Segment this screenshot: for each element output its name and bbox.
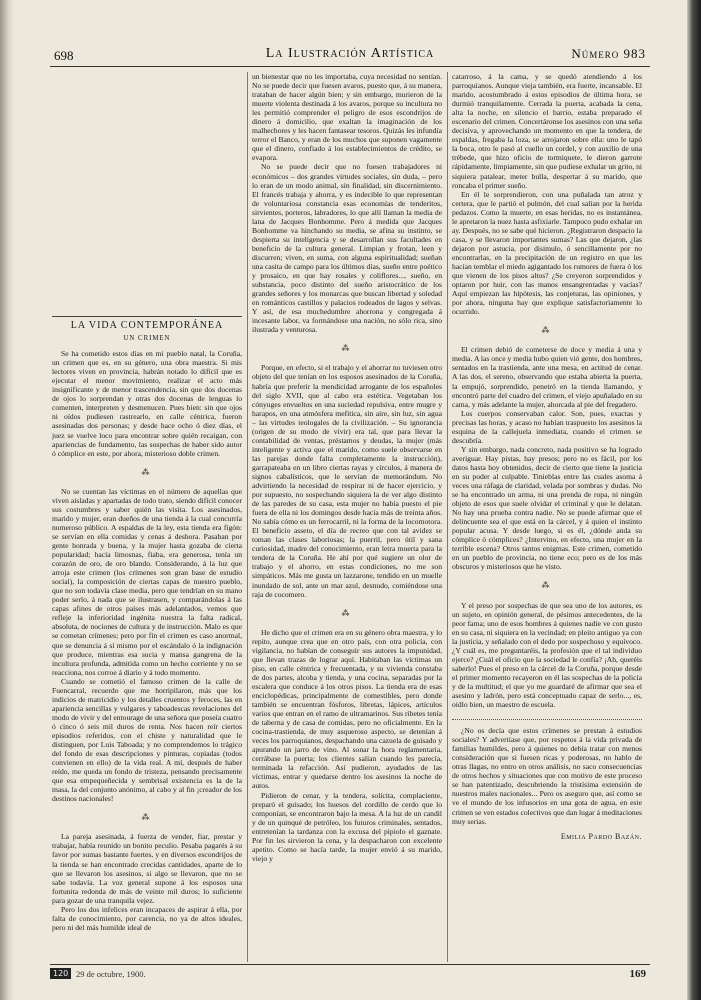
column-1 (52, 72, 242, 970)
page-number: 698 (54, 48, 74, 63)
paragraph: He dicho que el crimen era en su género obra maestra, y lo repito, aunque crea que en otro país, con otra policía, con vigilancia, no habían de conseguir sus autores la impunidad, que llevan trazas de lograr aquí. Habitaban las víctimas un piso, en calle céntrica y frecuentada, y su vivienda constaba de dos partes, alcoba y tienda, y una cocina, separadas por la escalera que conduce á los otros pisos. La tienda era de esas enciclopédicas, principalmente de comestibles, pero donde también se encuentran fósforos, libretas, lápices, artículos varios que entran en el ramo de ultramarinos. Sus ribetes tenía de taberna y de casa de comidas, pero no oficialmente. En la cocina-trastienda, de muy asqueroso aspecto, se detenían á veces los parroquianos, despachando una cazuela de guisado y apurando un jarro de vino. Al sonar la hora reglamentaria, cerrábase la puerta; los clientes salían cuando les parecía, terminada la refacción. Así pudieron, ayudados de las víctimas, entrar y quedarse dentro los asesinos la noche de autos. (252, 627, 442, 791)
header-rule (50, 66, 650, 67)
ornament-icon: ⁂ (341, 608, 353, 618)
ornament-icon: ⁂ (541, 581, 553, 591)
article-title: LA VIDA CONTEMPORÁNEA (70, 320, 224, 331)
column-divider (447, 72, 448, 962)
library-tag: 120 (50, 968, 71, 979)
column-1-blank (52, 72, 242, 308)
article-rule (52, 316, 242, 317)
paragraph: Pidieron de cenar, y la tendera, solícita, complaciente, preparó el guisado; los huesos del cordillo de cerdo que lo componían, se encontraron bajo la mesa. A la luz de un candil y de un quinqué de petróleo, los futuros criminales, sentados, entretenían la tardanza con la excusa del pipiolo el gaznate. Por fin les sirvieron la cena, y la despacharon con excelente apetito. Como se hacía tarde, la mujer envió á su marido, viejo y (252, 790, 442, 863)
paragraph: un bienestar que no les importaba, cuya necesidad no sentían. No se puede decir que fuesen avaros, puesto que, á su manera, trataban de hacer algún bien; y sin embargo, murieron de la muerte violenta destinada á los avaros, porque su incultura no les permitió comprender el peligro de esos escondrijos de dinero á domicilio, que exaltan la imaginación de los malhechores y les hacen fantasear tesoros. Quizás les infundía terror el Banco, y eran de los muchos que suponen vagamente que el dinero, confiado á los establecimientos de crédito, se evapora. (252, 72, 442, 163)
paragraph: Los cuerpos conservaban calor. Son, pues, exactas y precisas las horas, y acaso no habían traspuesto los asesinos la esquina de la callejuela inmediata, cuando el crimen se descubría. (452, 408, 642, 445)
paragraph: Cuando se cometió el famoso crimen de la calle de Fuencarral, recuerdo que me horripilaron, más que los indicios de matricidio y los detalles cruentos y feroces, las en apariencia sencillas y vulgares y taboadescas revelaciones del modo de vivir y del entourage de una señora que poseía cuatro ó cinco ó seis mil duros de renta. Nos hacen reír ciertos episodios referidos, con el chiste y naturalidad que le distinguen, por Luis Taboada; y no comprendemos lo trágico del fondo de esas descripciones y pinturas, copiadas (todos convienen en ello) de la vida real. A mí, después de haber reído, me queda un fondo de tristeza, pensando precisamente que esa empequeñecida y sembrisal existencia es la de la masa, la del conjunto anónimo, al cabo y al fin ¡creador de los destinos nacionales! (52, 676, 242, 804)
paragraph: No se cuentan las víctimas en el número de aquellas que viven aisladas y apartadas de todo trato, siendo difícil conocer sus costumbres y saber quién las visita. Los asesinados, marido y mujer, eran dueños de una tienda á la cual concurría numeroso público. A espaldas de la ley, esta tienda era figón: se servían en ella comidas y cenas á deshora. Pasaban por gente honrada y buena, y la mujer hasta gozaba de cierta popularidad; hacía limosnas, fiaba, era generosa, tenía un corazón de oro, de oro blando. Considerando, á la luz que arroja este crimen (los crímenes son gran base de estudio social), la composición de ciertas capas de nuestro pueblo, que no son todavía clase media, pero que tendrían en su mano poder serlo, á nada que se ilustrasen, y comparándolas á las capas afines de otros países más adelantados, vemos que refleje la inferioridad ingénita nuestra la falta radical, absoluta, de nociones de cultura y de instrucción. Malo es que se cometan crímenes; pero por fin el crimen es caso anormal, que se denuncia á sí mismo por el escándalo ó la indignación que produce, mientras esa sucia y mansa gangrena de la incultura profunda, admitida como un hecho corriente y no se reacciona, nos corroe á diario y á todo momento. (52, 486, 242, 677)
article-subtitle: UN CRIMEN (123, 335, 171, 343)
paragraph: ¿No os decía que estos crímenes se prestan á estudios sociales? Y advertíase que, por respetos á la vida privada de familias humildes, pero á quienes no debía tratar con menos consideración que si fuesen ricas y poderosas, no hablo de otras llagas, no entro en otros análisis, no saco consecuencias de otros hechos y situaciones que con motivo de este proceso se han patentizado, descubriendo la tristísima extensión de nuestros males nacionales... Pero os aseguro que, así como se ve el mundo de los infusorios en una gota de agua, en este crimen se ven estados colectivos que dan lugar á meditaciones muy serias. (452, 726, 642, 826)
book-gutter (0, 0, 14, 1000)
issue-date: 29 de octubre, 1900. (76, 969, 146, 979)
page-header (50, 42, 650, 64)
folio-number: 169 (629, 968, 646, 980)
section-rule (452, 719, 642, 720)
ornament-icon: ⁂ (141, 813, 153, 823)
paragraph: Pero los dos infelices eran incapaces de aspirar á ella, por falta de conocimiento, por carencia, no ya de altos ideales, pero ni del más humilde ideal de (52, 904, 242, 932)
paragraph: En él le sorprendieron, con una puñalada tan atroz y certera, que le partió el pulmón, del cual salían por la herida pedazos. Como la muerte, en esas heridas, no es instantánea, le apretaron la nuez hasta asfixiarle. Tampoco pudo exhalar un ay. Después, no se sabe qué hicieron. ¿Registraron despacio la casa, y se llevaron importantes sumas? Las que dejaron, ¿las dejaron por astucia, por disimulo, ó sencillamente por no encontrarlas, en la precipitación de un registro en que les hacían temblar el miedo agigantado los rumores de fuera ó los que vienen de los pisos altos? ¿Se creyeron sorprendidos y optaron por huir, con las manos ensangrentadas y vacías? Aquí empiezan las hipótesis, las conjeturas, las opiniones, y por ahora, ninguna hay que explique satisfactoriamente lo ocurrido. (452, 189, 642, 317)
author-signature: Emilia Pardo Bazán. (560, 831, 642, 841)
paragraph: Y sin embargo, nada concreto, nada positivo se ha logrado averiguar. Hay pistas, hay presos; pero no es fácil, por los datos hasta hoy obtenidos, decir de cierto que tiene la justicia en su poder al culpable. Tinieblas entre las cuales asoma á veces una ráfaga de claridad, velada por sombras y dudas. No se ha encontrado un arma, ni una prenda de ropa, ni ningún objeto de esos que suele olvidar el criminal y que le delatan. No hay una prueba contra nadie. No se puede afirmar que el delincuente sea el que está en la cárcel, y á quien el instinto popular acusa. Y desde luego, si es él, ¿dónde anda su cómplice ó cómplices? ¿Intervino, en efecto, una mujer en la terrible escena? Otros tantos enigmas. Este crimen, cometido en un pueblo de provincia, no tiene eco; pero es de los más obscuros y misteriosos que he visto. (452, 444, 642, 572)
paragraph: catarroso, á la cama, y se quedó atendiendo á los parroquianos. Aunque vieja también, era fuerte, incansable. El marido, acostumbrado á estos episodios de última hora, se durmió tranquilamente. Cerrada la puerta, acabada la cena, alta la noche, en silencio el barrio, estaba preparado el escenario del crimen. Concertáronse los asesinos con una seña decisiva, y aprovechando un momento en que la tendera, de espaldas, fregaba la loza, se arrojaron sobre ella: uno le tapó la boca, otro le pasó al cuello un cordel, y con auxilio de una trébede, que hizo oficio de tormiquete, le dieron garrote rápidamente, limpiamente, sin que pudiese exhalar un grito, ni siquiera patalear, meter bulla, despertar á su marido, que roncaba el primer sueño. (452, 72, 642, 190)
paragraph: No se puede decir que no fuesen trabajadores ni económicos – dos grandes virtudes sociales, sin duda, – pero lo eran de un modo animal, sin finalidad, sin discernimiento. El francés trabaja y ahorra, y es indecible lo que representan de voluntariosa constancia esas economías de tenderitos, sirvientes, porteros, labradores, lo que allí llaman la media de lana de Jacques Bonhomme. Pero á medida que Jacques Bonhomme va hinchando su media, se afina su instinto, se despierta su inteligencia y se desarrollan sus facultades en beneficio de la cultura general. Limpian y frotan, leen y discurren; viven, en suma, con alguna espiritualidad; sueñan una casita de campo para los últimos días, sueño entre poético y prosaico, en que hay rosales y coliflores..., sueño, en substancia, poco distinto del sueño aristocrático de los grandes señores y los monarcas que buscan libertad y soledad en románticos castillos y palacios rodeados de lagos y selvas. Y así, de esa muchedumbre ahorrona y congregada á incesante labor, va formándose una nación, no sólo rica, sino ilustrada y venturosa. (252, 162, 442, 335)
footer-rule (50, 964, 650, 965)
paragraph: Porque, en efecto, si el trabajo y el ahorrar no tuviesen otro objeto del que tenían en los esposos asesinados de la Coruña, habría que preferir la mendicidad arrogante de los españoles del siglo XVII, que al cabo era estética. Vegetaban los cónyuges envueltos en una suciedad repulsiva, entre mugre y harapos, en una atmósfera mefítica, sin aire, sin luz, sin agua – las virtudes teologales de la civilización. – Su ignorancia (origen de su modo de vivir) era tal, que para llevar la contabilidad de ventas, préstamos y deudas, la mujer (más inteligente y activa que el marido, como suele observarse en las parejas donde falta completamente la instrucción), garrapateaba en un libro ciertas rayas y círculos, á manera de signos cabalísticos, que le servían de memorándum. No advirtiendo la necesidad de respirar ni de hacer ejercicio, y por supuesto, no sospechando siquiera la de ver algo distinto de las paredes de su casa, esta mujer no había puesto el pie fuera de ella ni los domingos desde hacía más de treinta años. No sabía cómo es un ferrocarril, ni la forma de la locomotora. El beneficio asseto, el día de recreo que con tal avidez se toman las clases laboriosas; la puerril, pero útil y sana curiosidad, madre del conocimiento, eran letra muerta para la tendera de la Coruña. He ahí por qué sugiere un olor de trabajo y el ahorro, en estas condiciones, no me son simpáticos. Más me gusta un lazzarone, tendido en un muelle inundado de sol, ante un mar azul, desnudo, comiéndose una raja de cocomero. (252, 363, 442, 599)
scan-edge (687, 0, 701, 1000)
paragraph: El crimen debió de cometerse de doce y media á una y media. A las once y media hubo quien vió gente, dos hombres, sentados en la trastienda, ante una mesa, en actitud de cenar. A las dos, el sereno, observando que estaba abierta la puerta, la empujó, sorprendido, penetró en la tienda llamando, y encontró parte del cuadro del crimen, el viejo apuñalado en su cama, y más adelante la mujer, ahorcada al pie del fregadero. (452, 345, 642, 409)
column-2 (252, 72, 442, 970)
paragraph: Y el preso por sospechas de que sea uno de los autores, es un sujeto, en opinión general, de pésimos antecedentes, de la peor fama; uno de esos hombres á quienes nadie ve con gusto en su casa, ni siquiera en la vecindad; en pleito antiguo ya con la justicia, y señalado con el dedo por sospechoso y equívoco. ¿Y cuál es, me preguntaréis, la profesión que el tal individuo ejerce? ¿Cuál el oficio que la sociedad le confía? ¡Ah, queréis saberlo! Pues el preso en la cárcel de la Coruña, porque desde el primer momento recayeron en él las sospechas de la policía y de la multitud; el que yo me guardaré de afirmar que sea el asesino y ladrón, pero está conceptuado capaz de serlo..., es, oídlo bien, un maestro de escuela. (452, 600, 642, 710)
paragraph: La pareja asesinada, á fuerza de vender, fiar, prestar y trabajar, había reunido un bonito peculio. Pesaba pagarés á su favor por sumas bastante fuertes, y en diversos escondrijos de la tienda se han encontrado crecidas cantidades, aparte de lo que se llevaron los asesinos, si algo se llevaron, que no se sabe todavía. La voz general supone á los esposos una fortunita redonda de más de veinte mil duros; lo suficiente para gozar de una tranquila vejez. (52, 832, 242, 905)
issue-number: Número 983 (571, 46, 646, 61)
column-3 (452, 72, 642, 970)
page-footer (50, 968, 650, 986)
ornament-icon: ⁂ (141, 467, 153, 477)
ornament-icon: ⁂ (341, 344, 353, 354)
column-divider (247, 72, 248, 962)
paragraph: Se ha cometido estos días en mi pueblo natal, la Coruña, un crimen que es, en su género, una obra maestra. Si mis lectores viven en provincia, habrán notado lo difícil que es ejecutar el menor movimiento, realizar el acto más insignificante y de menor trascendencia, sin que dos docenas de ojos lo sorprendan y otras dos docenas de lenguas lo comenten, interpreten y desmenucen. Pues bien: sin que ojos ni oídos pudiesen rastrearlo, en calle céntrica, fueron asesinadas dos personas; y desde hace ocho ó diez días, el juez se vuelve loco para encontrar sobre quién recaigan, con apariencias de fundamento, las sospechas de haber sido autor ó cómplice en este, por ahora, misterioso doble crimen. (52, 349, 242, 458)
publication-title: La Ilustración Artística (265, 46, 435, 61)
ornament-icon: ⁂ (541, 326, 553, 336)
